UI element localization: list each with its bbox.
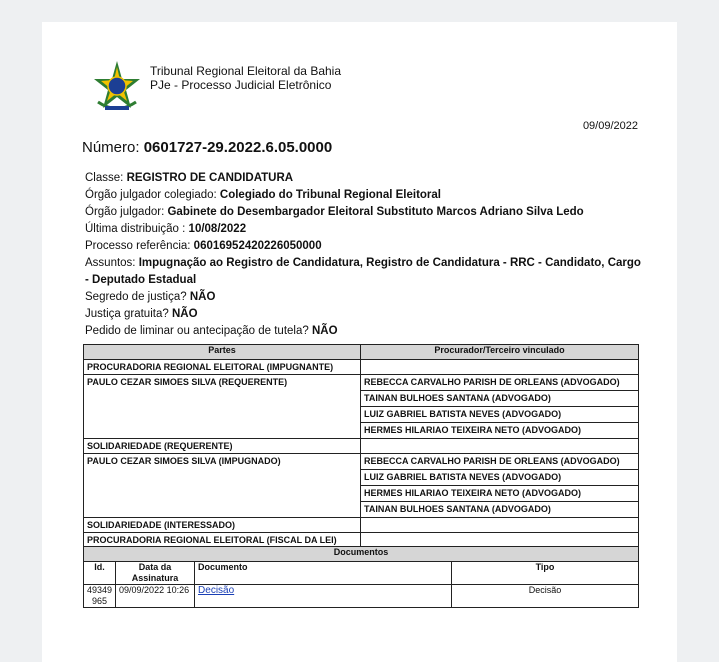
- attorney-item: LUIZ GABRIEL BATISTA NEVES (ADVOGADO): [361, 470, 638, 486]
- meta-gratuita: [85, 306, 645, 323]
- documents-title-row: [84, 547, 639, 562]
- parties-table: [83, 344, 639, 548]
- document-link[interactable]: Decisão: [198, 585, 235, 596]
- attorney-cell: [361, 454, 639, 518]
- attorney-item: HERMES HILARIAO TEIXEIRA NETO (ADVOGADO): [364, 425, 582, 435]
- meta-label: Órgão julgador:: [85, 206, 165, 218]
- meta-referencia: [85, 238, 645, 255]
- meta-label: Órgão julgador colegiado:: [85, 189, 217, 201]
- documents-header-row: [84, 562, 639, 585]
- col-document-header: Documento: [195, 562, 452, 585]
- doc-id-cell: [84, 585, 116, 608]
- institution-name: Tribunal Regional Eleitoral da Bahia: [150, 64, 342, 78]
- process-number-label: Número:: [82, 139, 140, 156]
- meta-value: 06016952420226050000: [193, 240, 322, 252]
- col-id-header: Id.: [84, 562, 116, 585]
- meta-value: 10/08/2022: [188, 223, 247, 235]
- meta-orgao-colegiado: [85, 187, 645, 204]
- attorney-cell: [361, 439, 639, 454]
- table-row: [84, 360, 639, 375]
- document-date: 09/09/2022: [582, 120, 638, 132]
- meta-liminar: [85, 323, 645, 340]
- parties-header-row: [84, 345, 639, 360]
- meta-value: NÃO: [189, 291, 216, 303]
- meta-segredo: [85, 289, 645, 306]
- table-row: [84, 375, 639, 439]
- doc-type-cell: Decisão: [452, 585, 639, 608]
- party-cell: SOLIDARIEDADE (REQUERENTE): [84, 439, 361, 454]
- doc-id-line: 49349: [87, 585, 113, 595]
- meta-label: Processo referência:: [85, 240, 191, 252]
- meta-label: Última distribuição :: [85, 223, 186, 235]
- documents-table: [83, 546, 639, 608]
- party-cell: PROCURADORIA REGIONAL ELEITORAL (FISCAL DA LEI): [84, 533, 361, 548]
- attorney-header: Procurador/Terceiro vinculado: [361, 345, 639, 360]
- process-number: [82, 139, 332, 156]
- document-page: [42, 22, 677, 662]
- documents-title: Documentos: [84, 547, 639, 562]
- col-date-header: [116, 562, 195, 585]
- brazil-coat-of-arms-icon: [90, 60, 144, 114]
- col-date-header-line: Data da: [138, 562, 172, 572]
- party-cell: PAULO CEZAR SIMOES SILVA (REQUERENTE): [84, 375, 361, 439]
- doc-date-cell: 09/09/2022 10:26: [116, 585, 195, 608]
- meta-value: Gabinete do Desembargador Eleitoral Substituto Marcos Adriano Silva Ledo: [167, 206, 584, 218]
- attorney-item: REBECCA CARVALHO PARISH DE ORLEANS (ADVOGADO): [361, 375, 638, 391]
- attorney-item: HERMES HILARIAO TEIXEIRA NETO (ADVOGADO): [361, 486, 638, 502]
- party-cell: PROCURADORIA REGIONAL ELEITORAL (IMPUGNANTE): [84, 360, 361, 375]
- table-row: [84, 439, 639, 454]
- table-row: [84, 585, 639, 608]
- doc-id-line: 965: [92, 596, 108, 606]
- meta-label: Pedido de liminar ou antecipação de tutela?: [85, 325, 309, 337]
- meta-value: NÃO: [311, 325, 338, 337]
- table-row: [84, 454, 639, 518]
- doc-link-cell: [195, 585, 452, 608]
- meta-orgao: [85, 204, 645, 221]
- meta-value: REGISTRO DE CANDIDATURA: [126, 172, 294, 184]
- meta-distribuicao: [85, 221, 645, 238]
- meta-assuntos: [85, 255, 645, 289]
- party-cell: PAULO CEZAR SIMOES SILVA (IMPUGNADO): [84, 454, 361, 518]
- meta-value: Impugnação ao Registro de Candidatura, Registro de Candidatura - RRC - Candidato, Cargo - Deputado Estadual: [85, 257, 641, 286]
- meta-value: NÃO: [171, 308, 198, 320]
- process-metadata: [85, 170, 645, 340]
- col-date-header-line: Assinatura: [131, 573, 179, 583]
- meta-classe: [85, 170, 645, 187]
- attorney-cell: [361, 375, 639, 439]
- attorney-item: REBECCA CARVALHO PARISH DE ORLEANS (ADVOGADO): [361, 454, 638, 470]
- party-cell: SOLIDARIEDADE (INTERESSADO): [84, 518, 361, 533]
- col-type-header: Tipo: [452, 562, 639, 585]
- process-number-value: 0601727-29.2022.6.05.0000: [143, 139, 333, 156]
- meta-value: Colegiado do Tribunal Regional Eleitoral: [219, 189, 441, 201]
- attorney-item: LUIZ GABRIEL BATISTA NEVES (ADVOGADO): [361, 407, 638, 423]
- attorney-item: TAINAN BULHOES SANTANA (ADVOGADO): [364, 504, 551, 514]
- meta-label: Segredo de justiça?: [85, 291, 187, 303]
- table-row: [84, 518, 639, 533]
- system-name: PJe - Processo Judicial Eletrônico: [150, 78, 332, 92]
- meta-label: Justiça gratuita?: [85, 308, 169, 320]
- meta-label: Assuntos:: [85, 257, 136, 269]
- meta-label: Classe:: [85, 172, 124, 184]
- parties-header: Partes: [84, 345, 361, 360]
- attorney-item: TAINAN BULHOES SANTANA (ADVOGADO): [361, 391, 638, 407]
- attorney-cell: [361, 360, 639, 375]
- attorney-cell: [361, 518, 639, 533]
